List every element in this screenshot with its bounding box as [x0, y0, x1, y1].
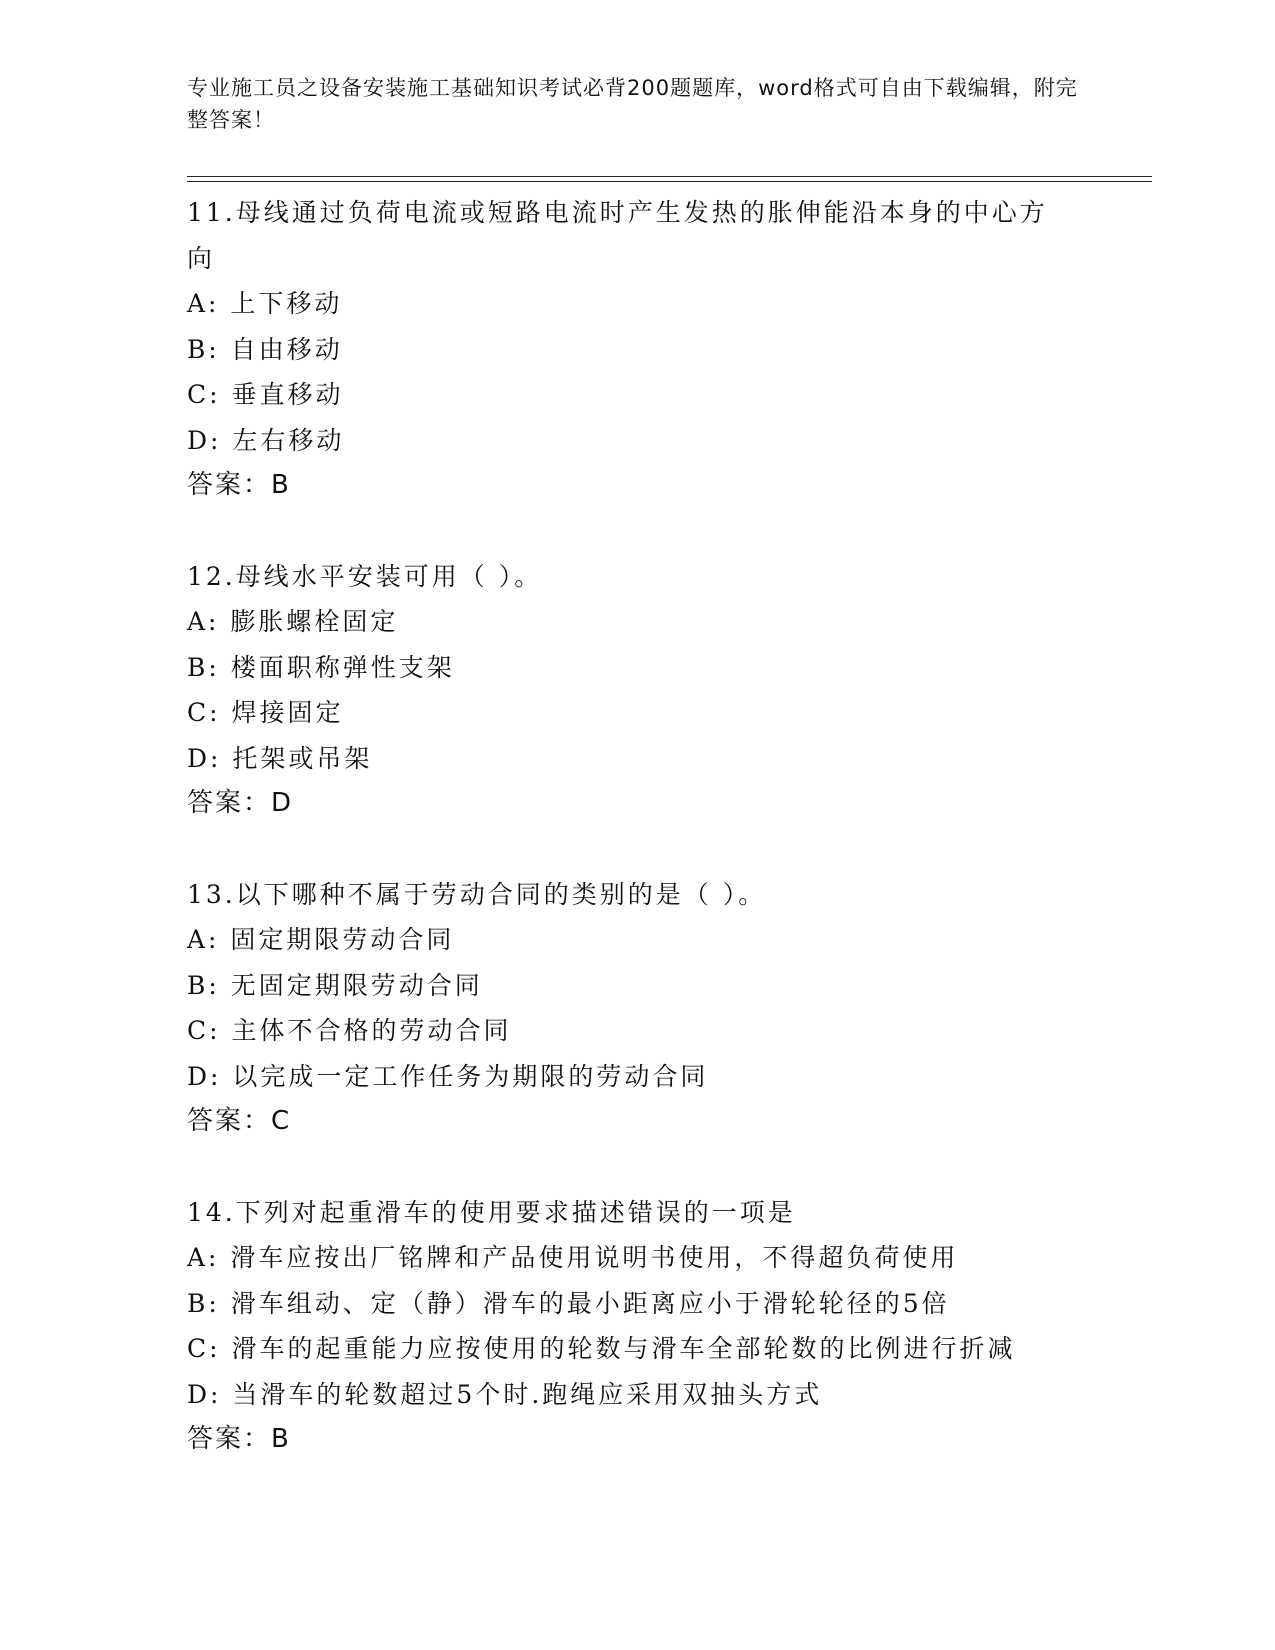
option-c: C: 垂直移动 — [187, 380, 344, 409]
question-11 — [187, 190, 1087, 509]
document-header — [187, 72, 1087, 136]
option-b: B: 无固定期限劳动合同 — [187, 970, 483, 1000]
header-title: 专业施工员之设备安装施工基础知识考试必背200题题库，word格式可自由下载编辑，附完整答案！ — [187, 76, 1078, 132]
question-12 — [187, 554, 1087, 827]
option-d: D: 左右移动 — [187, 425, 345, 455]
question-text: 13.以下哪种不属于劳动合同的类别的是（ ）。 — [187, 879, 767, 909]
option-c: C: 滑车的起重能力应按使用的轮数与滑车全部轮数的比例进行折减 — [187, 1334, 1016, 1363]
option-d: D: 以完成一定工作任务为期限的劳动合同 — [187, 1061, 709, 1091]
question-list — [187, 190, 1087, 1508]
question-14 — [187, 1190, 1087, 1463]
option-d: D: 托架或吊架 — [187, 743, 373, 773]
option-a: A: 固定期限劳动合同 — [187, 925, 455, 954]
option-b: B: 楼面职称弹性支架 — [187, 652, 455, 682]
header-divider-bottom — [187, 181, 1152, 182]
question-13 — [187, 872, 1087, 1145]
question-text: 11.母线通过负荷电流或短路电流时产生发热的胀伸能沿本身的中心方向 — [187, 198, 1048, 273]
option-c: C: 焊接固定 — [187, 698, 344, 727]
option-c: C: 主体不合格的劳动合同 — [187, 1016, 512, 1045]
question-text: 12.母线水平安装可用（ ）。 — [187, 561, 543, 591]
option-b: B: 滑车组动、定（静）滑车的最小距离应小于滑轮轮径的5倍 — [187, 1288, 950, 1318]
option-a: A: 上下移动 — [187, 289, 343, 318]
option-a: A: 滑车应按出厂铭牌和产品使用说明书使用，不得超负荷使用 — [187, 1243, 959, 1272]
question-text: 14.下列对起重滑车的使用要求描述错误的一项是 — [187, 1197, 796, 1227]
answer: 答案：B — [187, 470, 291, 500]
answer: 答案：C — [187, 1106, 292, 1136]
option-d: D: 当滑车的轮数超过5个时.跑绳应采用双抽头方式 — [187, 1379, 823, 1409]
header-divider-top — [187, 176, 1152, 177]
option-a: A: 膨胀螺栓固定 — [187, 607, 399, 636]
answer: 答案：D — [187, 788, 294, 818]
answer: 答案：B — [187, 1424, 291, 1454]
option-b: B: 自由移动 — [187, 334, 343, 364]
